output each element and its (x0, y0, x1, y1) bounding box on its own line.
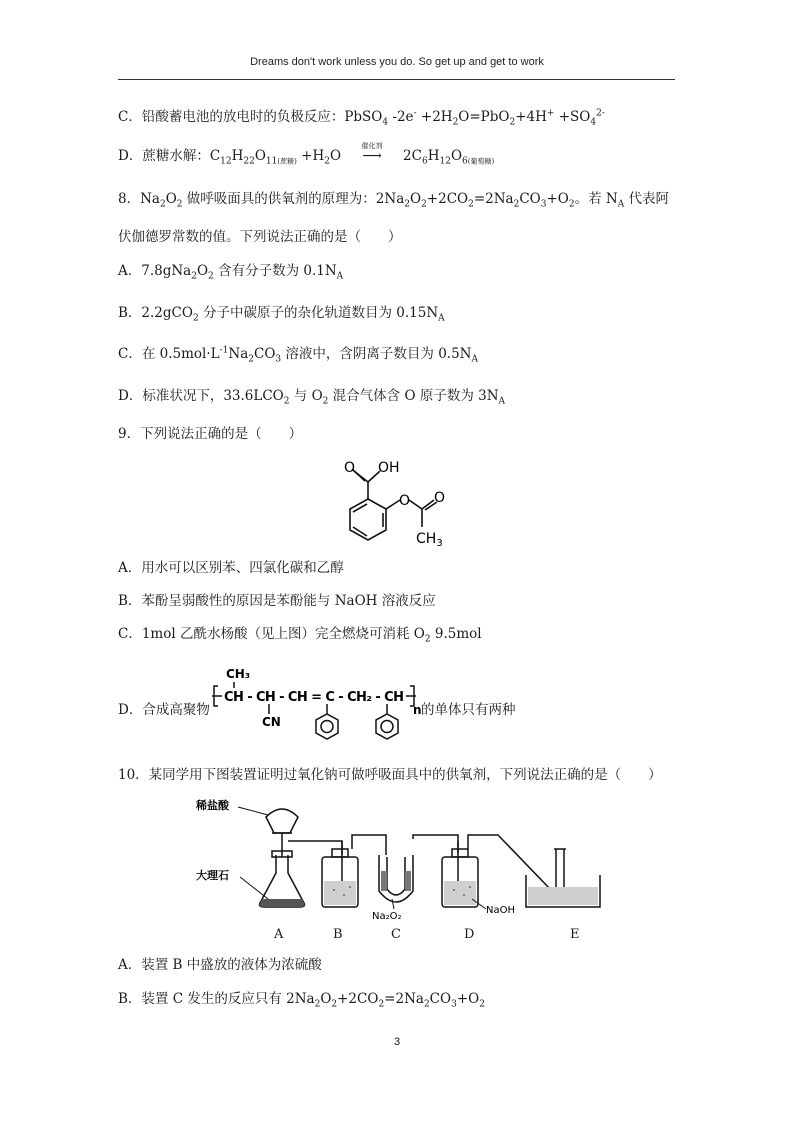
apparatus-label-e: E (570, 927, 580, 942)
q8-option-c: C．在 $0.5mol\cdot L^{-1}Na_2CO_3$ 溶液中，含阴离子数目为 $0.5N_A$ (118, 345, 478, 365)
q8-stem-line1: 8．$Na_2O_2$ 做呼吸面具的供氧剂的原理为：$2Na_2O_2+2CO_2=2Na_2CO_3+O_2$。若 $N_A$ 代表阿 (118, 191, 670, 210)
q10-option-b: B．装置 C 发生的反应只有 $2Na_2O_2+2CO_2=2Na_2CO_3+O_2$ (118, 991, 485, 1010)
apparatus-label-c: C (391, 927, 401, 942)
q8-stem-line2: 伏伽德罗常数的值。下列说法正确的是（ ） (118, 229, 402, 245)
svg-text:CH3: $CH_3$ (416, 531, 443, 549)
label-na2o2: Na₂O₂ (372, 911, 402, 922)
polymer-backbone: CH - CH - CH = C - CH₂ - CH (224, 690, 404, 705)
cyano-group: CN (262, 715, 281, 729)
page-number: 3 (393, 1036, 401, 1048)
catalyst-arrow: 催化剂 ⟶ (361, 142, 383, 164)
q9-stem: 9．下列说法正确的是（ ） (118, 426, 303, 442)
apparatus-diagram (196, 795, 606, 925)
polymer-structure (212, 662, 422, 752)
q9-option-d-prefix: D．合成高聚物 (118, 702, 210, 718)
q10-stem: 10．某同学用下图装置证明过氧化钠可做呼吸面具中的供氧剂，下列说法正确的是（ ） (118, 767, 662, 783)
ester-oxygen: O (399, 493, 411, 509)
acetyl-oxygen: O (434, 490, 446, 506)
carbonyl-oxygen: O (344, 460, 356, 476)
methyl-group: CH (416, 531, 437, 547)
methyl-substituent: CH₃ (226, 667, 251, 681)
header-divider (118, 79, 675, 80)
label-dilute-hcl: 稀盐酸 (196, 799, 229, 812)
q9-option-a: A．用水可以区别苯、四氯化碳和乙醇 (118, 560, 344, 576)
q7-option-d: D．蔗糖水解：$C_{12}H_{22}O_{11(蔗糖)} +H_2O$ 催化剂 ⟶ $2C_6H_{12}O_{6(葡萄糖)}$ (118, 142, 495, 167)
label-naoh: NaOH (486, 905, 515, 916)
hydroxyl-group: OH (378, 460, 400, 476)
apparatus-label-a: A (274, 927, 284, 942)
q9-option-c: C．1mol 乙酰水杨酸（见上图）完全燃烧可消耗 $O_2$ 9.5mol (118, 626, 482, 645)
acetylsalicylic-acid-structure (330, 452, 470, 552)
q8-option-a: A．$7.8gNa_2O_2$ 含有分子数为 $0.1N_A$ (118, 263, 344, 282)
q9-option-b: B．苯酚呈弱酸性的原因是苯酚能与 NaOH 溶液反应 (118, 593, 436, 609)
q9-option-d-suffix: 的单体只有两种 (421, 702, 516, 718)
q8-option-b: B．2.2gCO$_2$ 分子中碳原子的杂化轨道数目为 $0.15N_A$ (118, 305, 445, 324)
q8-option-d: D．标准状况下，$33.6LCO_2$ 与 $O_2$ 混合气体含 O 原子数为 $3N_A$ (118, 388, 506, 407)
apparatus-label-d: D (464, 927, 475, 942)
q7-option-c: C．铅酸蓄电池的放电时的负极反应：PbSO$_4$ $-2e^- +2H_2O=PbO_2+4H^+ +SO_4^{2-}$ (118, 108, 605, 128)
label-marble: 大理石 (196, 869, 229, 882)
repeat-n: n (413, 703, 422, 717)
apparatus-label-b: B (333, 927, 343, 942)
page-header-motto: Dreams don't work unless you do. So get up and get to work (250, 56, 544, 68)
q10-option-a: A．装置 B 中盛放的液体为浓硫酸 (118, 957, 322, 973)
